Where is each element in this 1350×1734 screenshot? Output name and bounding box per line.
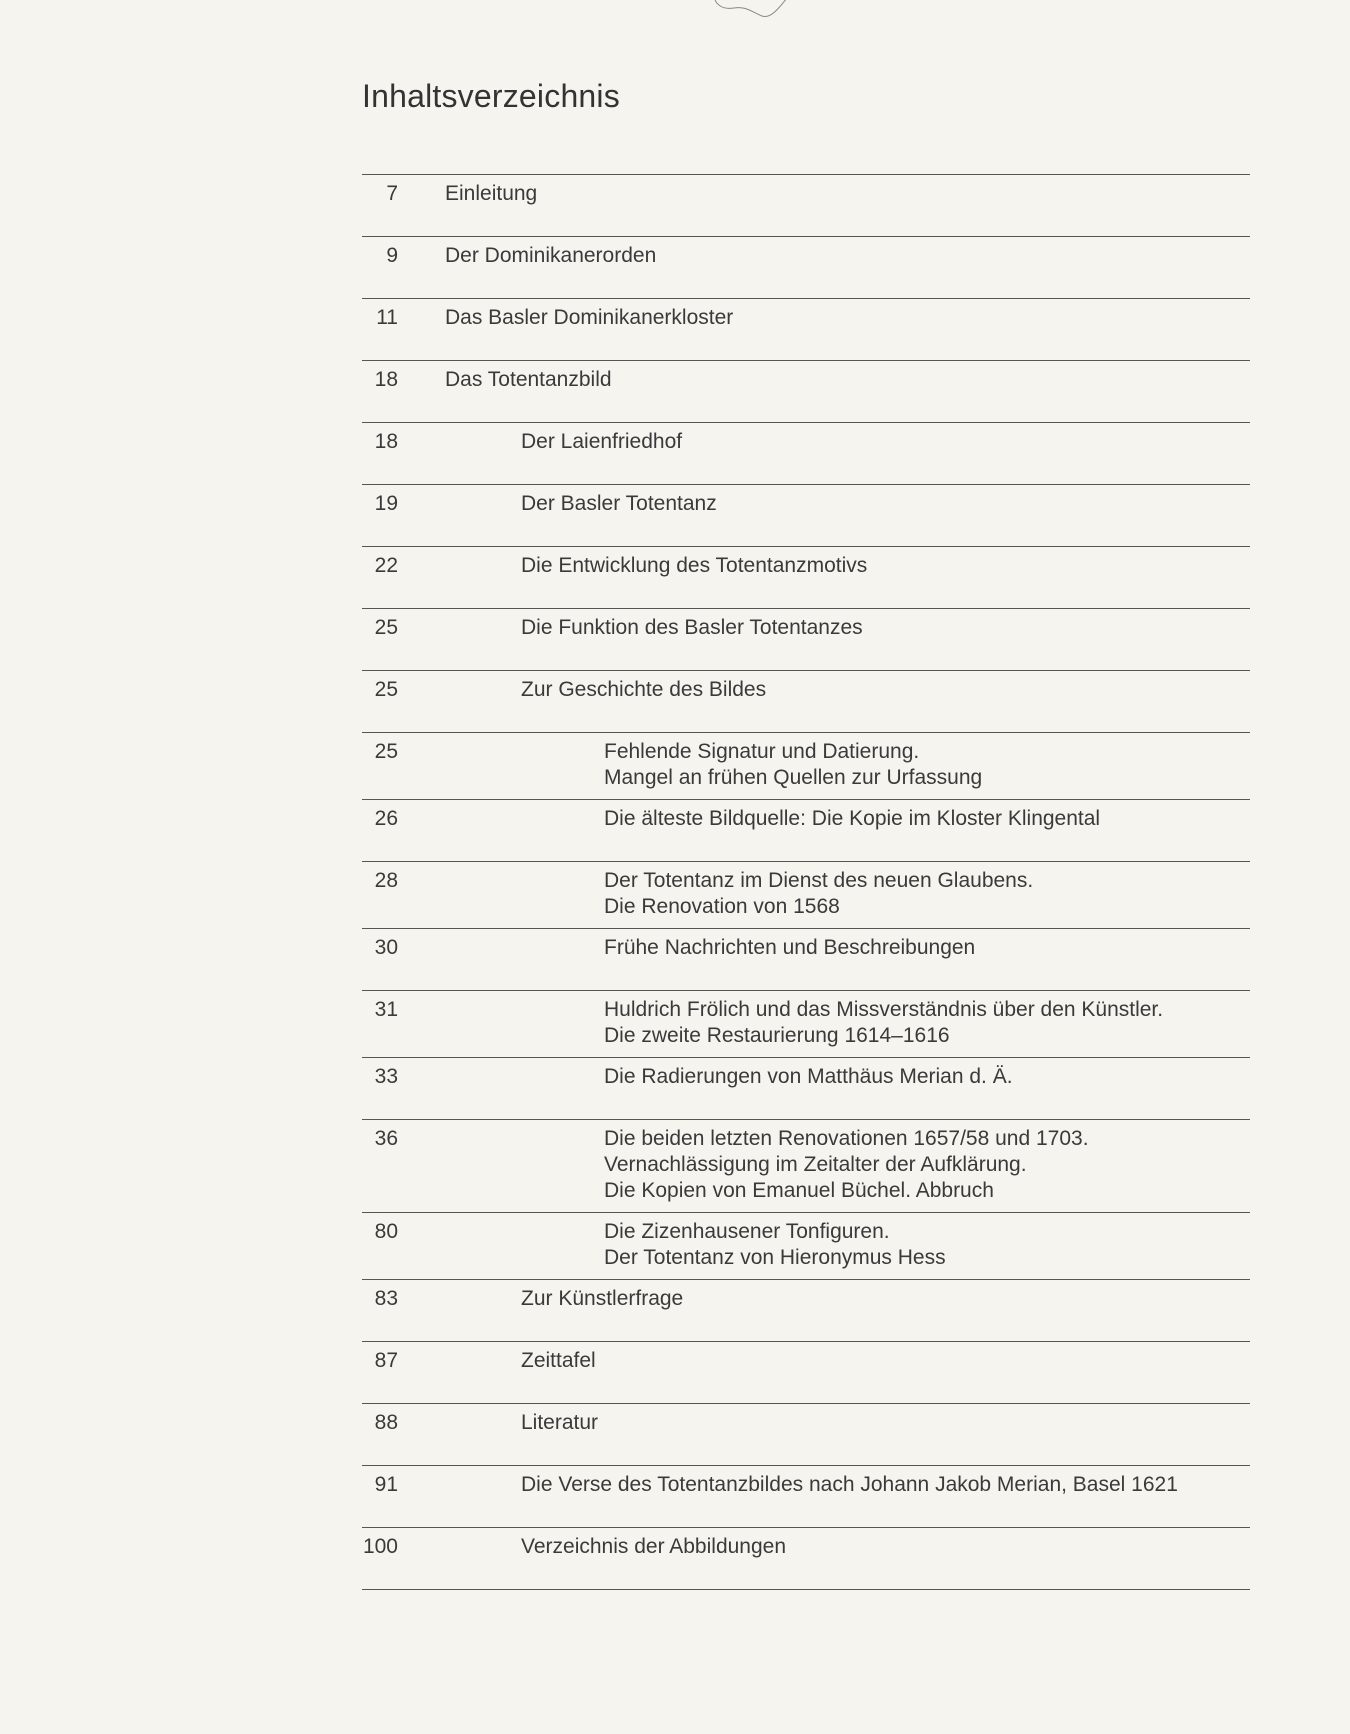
toc-entry: [362, 360, 1250, 422]
toc-page-number: 30: [374, 936, 398, 959]
toc-page-number: 22: [374, 554, 398, 577]
toc-entry-title: Die Zizenhausener Tonfiguren. Der Totentanz von Hieronymus Hess: [604, 1220, 946, 1269]
toc-entry: [362, 546, 1250, 608]
toc-page-number: 91: [374, 1473, 398, 1496]
toc-entry: [362, 298, 1250, 360]
toc-entry-title: Die beiden letzten Renovationen 1657/58 und 1703. Vernachlässigung im Zeitalter der Aufklärung. Die Kopien von Emanuel Büchel. Abbruch: [604, 1127, 1089, 1202]
toc-entry-title: Zeittafel: [521, 1349, 596, 1372]
toc-entry-title: Verzeichnis der Abbildungen: [521, 1535, 787, 1558]
toc-page-number: 18: [374, 368, 398, 391]
toc-entry-title: Die älteste Bildquelle: Die Kopie im Kloster Klingental: [604, 807, 1101, 830]
toc-page-number: 25: [374, 616, 398, 639]
toc-entry: [362, 1403, 1250, 1465]
table-of-contents: [362, 174, 1250, 1590]
toc-entry-title: Die Radierungen von Matthäus Merian d. Ä.: [604, 1065, 1013, 1088]
toc-entry-title: Zur Geschichte des Bildes: [521, 678, 767, 701]
toc-entry: [362, 608, 1250, 670]
toc-entry: [362, 422, 1250, 484]
toc-entry-title: Frühe Nachrichten und Beschreibungen: [604, 936, 976, 959]
toc-entry-title: Der Totentanz im Dienst des neuen Glaubens. Die Renovation von 1568: [604, 869, 1034, 918]
toc-entry: [362, 861, 1250, 928]
toc-entry-title: Der Basler Totentanz: [521, 492, 717, 515]
toc-page-number: 87: [374, 1349, 398, 1372]
page-title: Inhaltsverzeichnis: [362, 78, 620, 114]
toc-page-number: 80: [374, 1220, 398, 1243]
toc-entry: [362, 1057, 1250, 1119]
paper-notch-mark: [712, 0, 792, 22]
toc-page-number: 9: [386, 244, 398, 267]
toc-entry-title: Einleitung: [445, 182, 538, 205]
toc-entry-title: Huldrich Frölich und das Missverständnis über den Künstler. Die zweite Restaurierung 1614–1616: [604, 998, 1164, 1047]
toc-page-number: 88: [374, 1411, 398, 1434]
toc-entry: [362, 1465, 1250, 1527]
toc-page-number: 26: [374, 807, 398, 830]
toc-entry-title: Fehlende Signatur und Datierung. Mangel an frühen Quellen zur Urfassung: [604, 740, 983, 789]
toc-entry-title: Die Verse des Totentanzbildes nach Johann Jakob Merian, Basel 1621: [521, 1473, 1178, 1496]
toc-entry-title: Die Entwicklung des Totentanzmotivs: [521, 554, 868, 577]
toc-page-number: 33: [374, 1065, 398, 1088]
toc-entry-title: Das Totentanzbild: [445, 368, 612, 391]
toc-page-number: 19: [374, 492, 398, 515]
toc-entry: [362, 1527, 1250, 1589]
toc-page-number: 7: [386, 182, 398, 205]
toc-page-number: 18: [374, 430, 398, 453]
toc-page-number: 31: [374, 998, 398, 1021]
toc-entry-title: Der Laienfriedhof: [521, 430, 683, 453]
toc-entry: [362, 174, 1250, 236]
toc-entry: [362, 990, 1250, 1057]
toc-entry: [362, 799, 1250, 861]
toc-entry: [362, 1341, 1250, 1403]
toc-entry: [362, 928, 1250, 990]
toc-page-number: 25: [374, 678, 398, 701]
toc-entry-title: Literatur: [521, 1411, 599, 1434]
toc-entry: [362, 236, 1250, 298]
toc-entry-title: Der Dominikanerorden: [445, 244, 657, 267]
toc-entry-title: Zur Künstlerfrage: [521, 1287, 684, 1310]
toc-page-number: 100: [362, 1535, 398, 1558]
toc-entry: [362, 670, 1250, 732]
toc-page-number: 11: [376, 306, 398, 329]
toc-entry: [362, 1119, 1250, 1212]
toc-page-number: 28: [374, 869, 398, 892]
toc-page-number: 83: [374, 1287, 398, 1310]
toc-entry: [362, 732, 1250, 799]
toc-entry-title: Das Basler Dominikanerkloster: [445, 306, 734, 329]
toc-page-number: 25: [374, 740, 398, 763]
toc-entry: [362, 1212, 1250, 1279]
toc-entry: [362, 484, 1250, 546]
toc-entry: [362, 1279, 1250, 1341]
toc-page-number: 36: [374, 1127, 398, 1150]
toc-entry-title: Die Funktion des Basler Totentanzes: [521, 616, 863, 639]
